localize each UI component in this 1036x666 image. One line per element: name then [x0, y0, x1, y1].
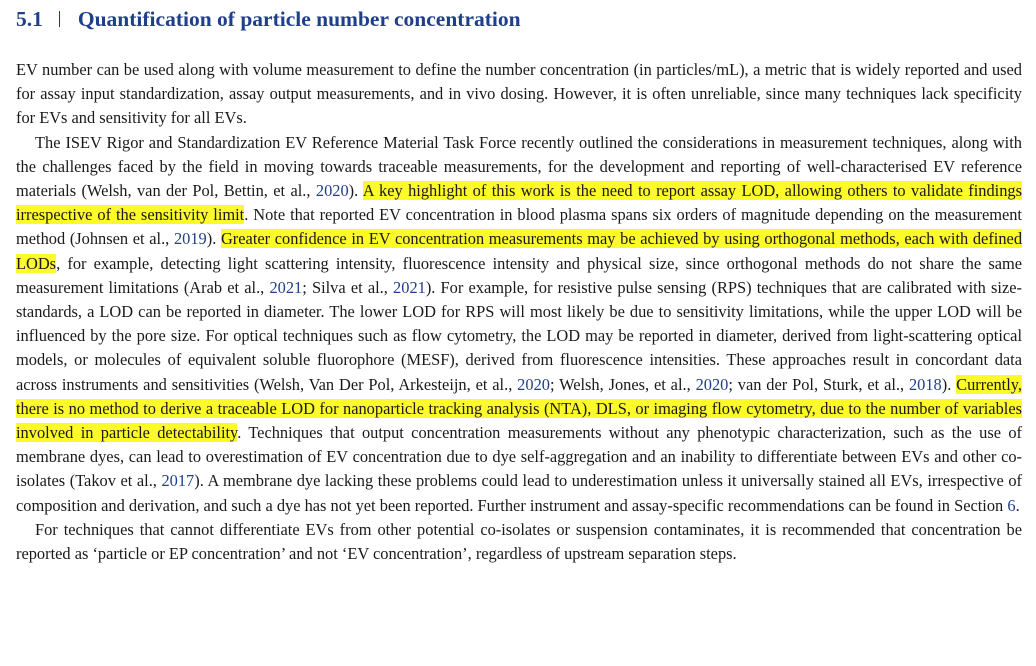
body-text-segment: . Note that reported EV concentration in blood plasma spans six orders of magnitude depending on the measurement method (Johnsen et al.,	[16, 205, 1022, 249]
paragraph	[16, 518, 1022, 566]
body-text-segment: For techniques that cannot differentiate EVs from other potential co-isolates or suspension contaminates, it is recommended that concentration be reported as ‘particle or EP concentration’ and not ‘EV concentration’, regardless of upstream separation steps.	[16, 519, 1022, 564]
citation-link[interactable]: 2021	[393, 277, 426, 297]
citation-link[interactable]: 2020	[517, 374, 550, 394]
citation-link[interactable]: 2017	[161, 471, 195, 491]
paragraph	[16, 131, 1022, 518]
body-text-segment: ). For example, for resistive pulse sensing (RPS) techniques that are calibrated with size-standards, a LOD can be reported in diameter. The lower LOD for RPS will most likely be due to sensitivity limitations, while the upper LOD will be influenced by the pore size. For optical techniques such as flow cytometry, the LOD may be reported in diameter, derived from light-scattering optical models, or molecules of equivalent soluble fluorophore (MESF), derived from fluorescence intensities. These approaches result in concordant data across instruments and sensitivities (Welsh, Van Der Pol, Arkesteijn, et al.,	[16, 277, 1022, 394]
body-text-segment: The ISEV Rigor and Standardization EV Reference Material Task Force recently outlined the considerations in measurement techniques, along with the challenges faced by the field in moving towards traceable measurements, for the development and reporting of well-characterised EV reference materials (Welsh, van der Pol, Bettin, et al.,	[16, 132, 1022, 201]
section-heading	[16, 4, 1022, 34]
body-text-segment: .	[1015, 495, 1020, 515]
body-text-segment: EV number can be used along with volume measurement to define the number concentration (in particles/mL), a metric that is widely reported and used for assay input standardization, assay output measurements, and in vivo dosing. However, it is often unreliable, since many techniques lack specificity for EVs and sensitivity for all EVs.	[16, 60, 1022, 128]
highlighted-text: A key highlight of this work is the need to report assay LOD, allowing others to validate findings irrespective of the sensitivity limit	[16, 181, 1022, 225]
section-body	[16, 58, 1022, 566]
highlighted-text: Currently, there is no method to derive a traceable LOD for nanoparticle tracking analysis (NTA), DLS, or imaging flow cytometry, due to the number of variables involved in particle detectability	[16, 374, 1023, 443]
citation-link[interactable]: 2018	[908, 374, 942, 394]
heading-divider	[59, 11, 60, 27]
citation-link[interactable]: 2019	[173, 229, 207, 249]
citation-link[interactable]: 2021	[269, 277, 303, 297]
body-text-segment: ).	[941, 374, 957, 394]
body-text-segment: . Techniques that output concentration measurements without any phenotypic characterization, such as the use of membrane dyes, can lead to overestimation of EV concentration due to dye self-aggregation and an inability to differentiate between EVs and other co-isolates (Takov et al.,	[16, 423, 1022, 491]
body-text-segment: , for example, detecting light scattering intensity, fluorescence intensity and physical size, since orthogonal methods do not share the same measurement limitations (Arab et al.,	[16, 253, 1022, 297]
body-text-segment: ; van der Pol, Sturk, et al.,	[728, 374, 909, 394]
highlighted-text: Greater confidence in EV concentration measurements may be achieved by using orthogonal methods, each with defined LODs	[16, 229, 1023, 273]
citation-link[interactable]: 2020	[315, 181, 349, 201]
body-text-segment: ). A membrane dye lacking these problems could lead to underestimation unless it universally stained all EVs, irrespective of composition and derivation, and such a dye has not yet been reported. Further instrument and assay-specific recommendations can be found in Section	[16, 471, 1022, 515]
paragraph	[16, 58, 1022, 131]
body-text-segment: ; Silva et al.,	[302, 277, 394, 297]
body-text-segment: ).	[206, 229, 221, 249]
citation-link[interactable]: 6	[1007, 495, 1016, 515]
section-number: 5.1	[16, 6, 43, 31]
body-text-segment: ; Welsh, Jones, et al.,	[549, 374, 696, 394]
section-title: Quantification of particle number concentration	[77, 6, 521, 31]
article-section	[16, 0, 1022, 566]
citation-link[interactable]: 2020	[695, 374, 729, 394]
body-text-segment: ).	[348, 181, 363, 201]
